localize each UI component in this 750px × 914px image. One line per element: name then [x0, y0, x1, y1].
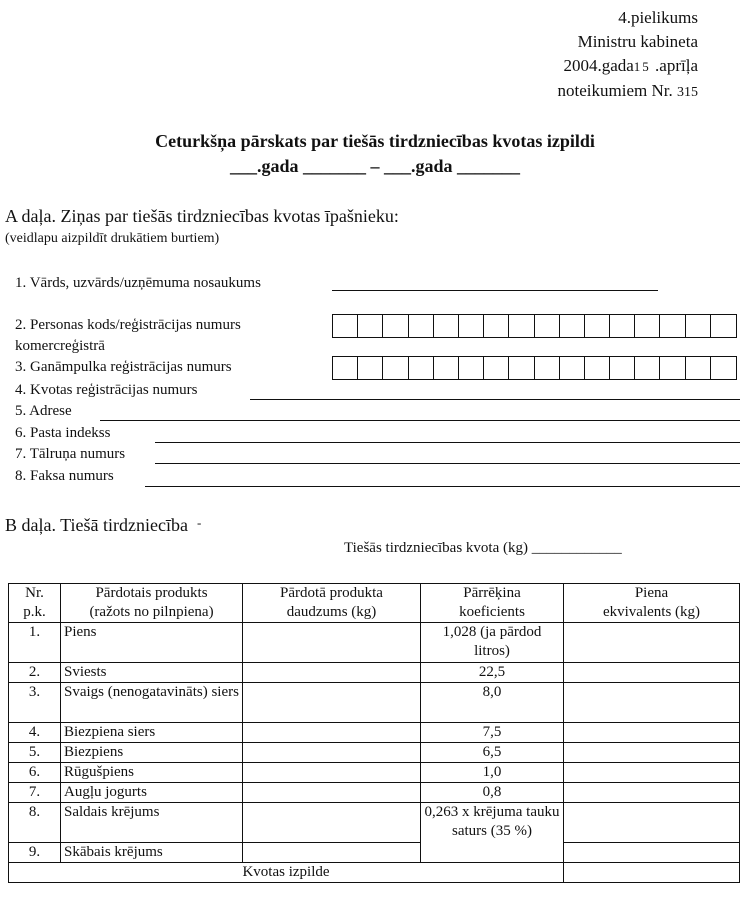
col-header-nr: Nr. p.k.	[9, 584, 61, 623]
col-header-equivalent: Piena ekvivalents (kg)	[564, 584, 740, 623]
section-b-heading: B daļa. Tiešā tirdzniecība -	[5, 515, 202, 535]
equivalent-cell[interactable]	[564, 663, 740, 683]
annex-number: 4.pielikums	[618, 8, 698, 27]
col-header-coefficient: Pārrēķina koeficients	[421, 584, 564, 623]
annex-date: 2004.gada15 .aprīļa	[563, 56, 698, 75]
table-row: 9. Skābais krējums	[9, 843, 740, 863]
field-herd-label: 3. Ganāmpulka reģistrācijas numurs	[15, 359, 232, 375]
field-phone-label: 7. Tālruņa numurs	[15, 446, 126, 462]
form-title: Ceturkšņa pārskats par tiešās tirdzniecības kvotas izpildi	[155, 131, 595, 151]
name-input-line[interactable]	[332, 290, 658, 291]
quantity-cell[interactable]	[243, 803, 421, 843]
phone-input-line[interactable]	[155, 463, 740, 464]
milk-equivalent-table	[8, 583, 740, 883]
quantity-cell[interactable]	[243, 723, 421, 743]
personal-code-boxes[interactable]	[332, 314, 737, 338]
table-row: 8. Saldais krējums 0,263 x krējuma tauku saturs (35 %)	[9, 803, 740, 843]
form-period: ___.gada _______ – ___.gada _______	[229, 156, 521, 176]
equivalent-cell[interactable]	[564, 723, 740, 743]
field-name-label: 1. Vārds, uzvārds/uzņēmuma nosaukums	[15, 275, 261, 291]
equivalent-cell[interactable]	[564, 623, 740, 663]
table-row: 3. Svaigs (nenogatavināts) siers 8,0	[9, 683, 740, 723]
quota-fulfilment-label: Kvotas izpilde	[9, 863, 564, 883]
table-row: 4. Biezpiena siers 7,5	[9, 723, 740, 743]
quota-fulfilment-total[interactable]	[564, 863, 740, 883]
quantity-cell[interactable]	[243, 843, 421, 863]
field-fax-label: 8. Faksa numurs	[15, 468, 114, 484]
quota-reg-input-line[interactable]	[250, 399, 740, 400]
address-input-line[interactable]	[100, 420, 740, 421]
quantity-cell[interactable]	[243, 763, 421, 783]
quantity-cell[interactable]	[243, 683, 421, 723]
field-address-label: 5. Adrese	[15, 403, 72, 419]
fax-input-line[interactable]	[145, 486, 740, 487]
postcode-input-line[interactable]	[155, 442, 740, 443]
annex-issuer: Ministru kabineta	[577, 32, 698, 51]
equivalent-cell[interactable]	[564, 743, 740, 763]
col-header-quantity: Pārdotā produkta daudzums (kg)	[243, 584, 421, 623]
equivalent-cell[interactable]	[564, 803, 740, 843]
field-personal-code-label-cont: komercreģistrā	[15, 338, 105, 354]
annex-regulation: noteikumiem Nr. 315	[557, 81, 698, 100]
field-personal-code-label: 2. Personas kods/reģistrācijas numurs	[15, 317, 241, 333]
table-row: 2. Sviests 22,5	[9, 663, 740, 683]
quantity-cell[interactable]	[243, 783, 421, 803]
equivalent-cell[interactable]	[564, 843, 740, 863]
quantity-cell[interactable]	[243, 663, 421, 683]
col-header-product: Pārdotais produkts (ražots no pilnpiena)	[61, 584, 243, 623]
quantity-cell[interactable]	[243, 743, 421, 763]
table-header-row	[9, 584, 740, 623]
equivalent-cell[interactable]	[564, 783, 740, 803]
annex-header	[558, 6, 698, 105]
section-a-heading: A daļa. Ziņas par tiešās tirdzniecības kvotas īpašnieku:	[5, 206, 399, 226]
table-footer-row	[9, 863, 740, 883]
table-row: 5. Biezpiens 6,5	[9, 743, 740, 763]
quantity-cell[interactable]	[243, 623, 421, 663]
table-row: 7. Augļu jogurts 0,8	[9, 783, 740, 803]
section-a-note: (veidlapu aizpildīt drukātiem burtiem)	[5, 231, 220, 246]
herd-number-boxes[interactable]	[332, 356, 737, 380]
table-row: 1. Piens 1,028 (ja pārdod litros)	[9, 623, 740, 663]
quota-label: Tiešās tirdzniecības kvota (kg) ____________	[344, 540, 622, 556]
table-row: 6. Rūgušpiens 1,0	[9, 763, 740, 783]
equivalent-cell[interactable]	[564, 763, 740, 783]
equivalent-cell[interactable]	[564, 683, 740, 723]
field-quota-reg-label: 4. Kvotas reģistrācijas numurs	[15, 382, 198, 398]
field-postcode-label: 6. Pasta indekss	[15, 425, 111, 441]
